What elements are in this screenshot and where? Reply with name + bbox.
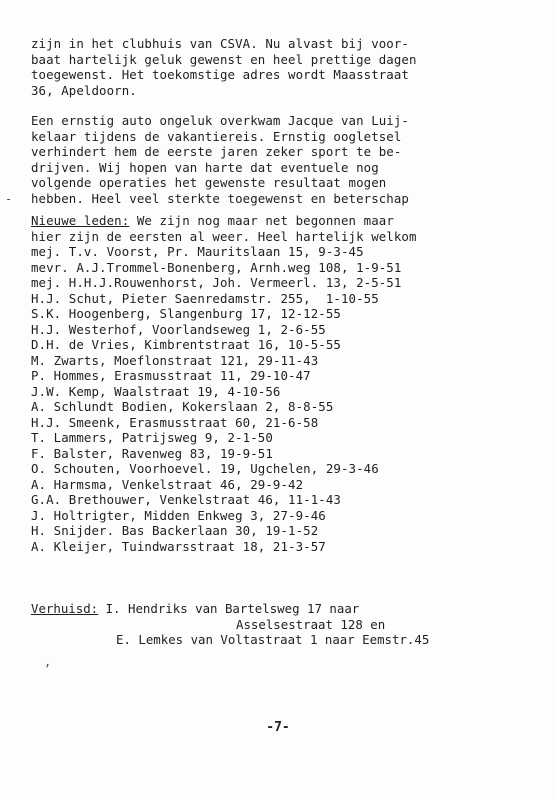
new-members-intro-line: hier zijn de eersten al weer. Heel hartelijk welkom: [31, 228, 417, 244]
paragraph-line: 36, Apeldoorn.: [31, 82, 137, 98]
moved-line: Asselsestraat 128 en: [236, 616, 386, 632]
member-entry: T. Lammers, Patrijsweg 9, 2-1-50: [31, 430, 273, 445]
member-entry: H.J. Smeenk, Erasmusstraat 60, 21-6-58: [31, 414, 319, 430]
member-entry: J. Holtrigter, Midden Enkweg 3, 27-9-46: [31, 507, 326, 523]
margin-dot-mark: ,: [44, 655, 52, 669]
member-entry: D.H. de Vries, Kimbrentstraat 16, 10-5-55: [31, 337, 341, 352]
new-members-intro: We zijn nog maar net begonnen maar: [129, 213, 394, 228]
moved-heading: Verhuisd:: [31, 601, 99, 616]
member-entry: A. Harmsma, Venkelstraat 46, 29-9-42: [31, 476, 304, 492]
member-entry: H.J. Westerhof, Voorlandseweg 1, 2-6-55: [31, 321, 326, 337]
member-entry: mej. T.v. Voorst, Pr. Mauritslaan 15, 9-3-45: [31, 244, 364, 259]
member-entry: mevr. A.J.Trommel-Bonenberg, Arnh.weg 108, 1-9-51: [31, 259, 402, 275]
paragraph-line: verhindert hem de eerste jaren zeker sport te be-: [31, 144, 402, 159]
paragraph-line: toegewenst. Het toekomstige adres wordt Maasstraat: [31, 67, 409, 82]
member-entry: J.W. Kemp, Waalstraat 19, 4-10-56: [31, 383, 281, 399]
paragraph-line: kelaar tijdens de vakantiereis. Ernstig oogletsel: [31, 128, 402, 144]
moved-line: E. Lemkes van Voltastraat 1 naar Eemstr.45: [116, 632, 430, 647]
paragraph-line: zijn in het clubhuis van CSVA. Nu alvast bij voor-: [31, 36, 409, 51]
paragraph-line: hebben. Heel veel sterkte toegewenst en beterschap: [31, 190, 409, 206]
member-entry: H. Snijder. Bas Backerlaan 30, 19-1-52: [31, 523, 319, 538]
page-number: -7-: [266, 720, 290, 735]
new-members-section: [31, 213, 541, 554]
moved-section: [31, 601, 551, 648]
moved-row: [31, 601, 551, 617]
margin-dash-mark: -: [5, 192, 13, 206]
paragraph-line: Een ernstig auto ongeluk overkwam Jacque van Luij-: [31, 113, 409, 128]
member-entry: F. Balster, Ravenweg 83, 19-9-51: [31, 445, 273, 461]
paragraph-1: [31, 36, 541, 98]
member-entry: M. Zwarts, Moeflonstraat 121, 29-11-43: [31, 352, 319, 368]
member-entry: A. Schlundt Bodien, Kokerslaan 2, 8-8-55: [31, 399, 334, 414]
member-entry: mej. H.H.J.Rouwenhorst, Joh. Vermeerl. 13, 2-5-51: [31, 275, 402, 290]
member-entry: S.K. Hoogenberg, Slangenburg 17, 12-12-55: [31, 306, 341, 321]
paragraph-line: drijven. Wij hopen van harte dat eventuele nog: [31, 159, 379, 175]
paragraph-line: volgende operaties het gewenste resultaat mogen: [31, 175, 387, 190]
new-members-heading: Nieuwe leden:: [31, 213, 130, 228]
member-entry: A. Kleijer, Tuindwarsstraat 18, 21-3-57: [31, 538, 326, 554]
member-entry: G.A. Brethouwer, Venkelstraat 46, 11-1-43: [31, 492, 341, 507]
member-entry: P. Hommes, Erasmusstraat 11, 29-10-47: [31, 368, 311, 383]
member-entry: H.J. Schut, Pieter Saenredamstr. 255, 1-10-55: [31, 290, 379, 306]
paragraph-2: [31, 113, 541, 206]
paragraph-line: baat hartelijk geluk gewenst en heel prettige dagen: [31, 51, 417, 67]
member-entry: O. Schouten, Voorhoevel. 19, Ugchelen, 29-3-46: [31, 461, 379, 476]
new-members-intro-line: [31, 213, 541, 229]
moved-line: I. Hendriks van Bartelsweg 17 naar: [98, 601, 360, 616]
